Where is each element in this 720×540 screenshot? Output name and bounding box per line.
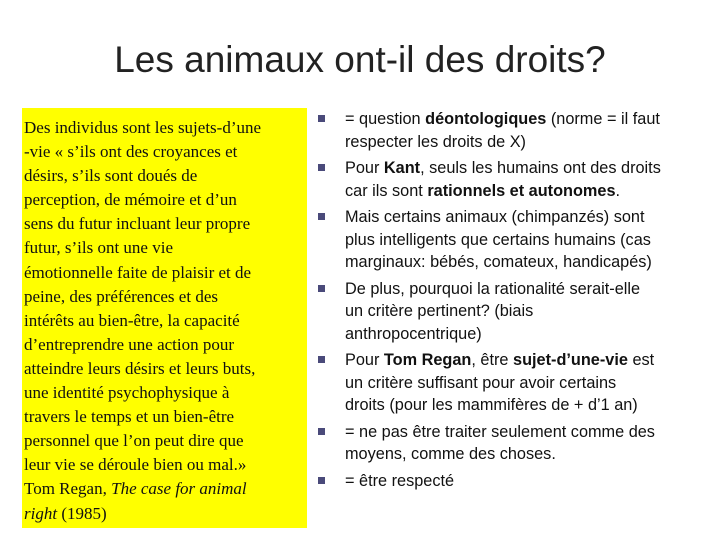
square-bullet-icon bbox=[318, 356, 325, 363]
quote-line: travers le temps et un bien-être bbox=[24, 407, 235, 427]
square-bullet-icon bbox=[318, 285, 325, 292]
square-bullet-icon bbox=[318, 115, 325, 122]
bullet-item bbox=[318, 278, 716, 346]
square-bullet-icon bbox=[318, 213, 325, 220]
bullet-item bbox=[318, 108, 716, 153]
bullet-text: Mais certains animaux (chimpanzés) sont plus intelligents que certains humains (cas marginaux: bébés, comateux, handicapés) bbox=[345, 208, 652, 271]
square-bullet-icon bbox=[318, 477, 325, 484]
quote-year: (1985) bbox=[57, 503, 107, 523]
quote-line: -vie « s’ils ont des croyances et bbox=[24, 142, 238, 162]
quote-line: intérêts au bien-être, la capacité bbox=[24, 310, 240, 330]
quote-author: Tom Regan, bbox=[24, 479, 112, 499]
square-bullet-icon bbox=[318, 164, 325, 171]
bullet-item bbox=[318, 157, 716, 202]
bullet-item bbox=[318, 421, 716, 466]
slide-title: Les animaux ont-il des droits? bbox=[114, 39, 606, 80]
quote-line: désirs, s’ils sont doués de bbox=[24, 166, 198, 186]
bullet-text: = être respecté bbox=[345, 471, 455, 490]
bullet-item bbox=[318, 470, 716, 493]
quote-line: atteindre leurs désirs et leurs buts, bbox=[24, 358, 256, 378]
quote-line: peine, des préférences et des bbox=[24, 286, 218, 306]
bullet-text: = ne pas être traiter seulement comme des moyens, comme des choses. bbox=[345, 422, 655, 463]
regan-quote bbox=[24, 116, 310, 526]
bullet-item bbox=[318, 206, 716, 274]
quote-line: sens du futur incluant leur propre bbox=[24, 214, 251, 234]
square-bullet-icon bbox=[318, 428, 325, 435]
bullet-item bbox=[318, 349, 716, 417]
bullet-list bbox=[318, 108, 716, 496]
bullet-text: = question déontologiques (norme = il faut respecter les droits de X) bbox=[345, 110, 660, 151]
bullet-text: Pour Kant, seuls les humains ont des droits car ils sont rationnels et autonomes. bbox=[345, 159, 661, 200]
quote-line: d’entreprendre une action pour bbox=[24, 334, 235, 354]
bullet-text: De plus, pourquoi la rationalité serait-elle un critère pertinent? (biais anthropocentrique) bbox=[345, 279, 641, 343]
quote-line: futur, s’ils ont une vie bbox=[24, 238, 173, 258]
quote-line: leur vie se déroule bien ou mal.» bbox=[24, 455, 247, 475]
quote-line: Des individus sont les sujets-d’une bbox=[24, 118, 262, 137]
quote-line: émotionnelle faite de plaisir et de bbox=[24, 262, 252, 282]
quote-line: perception, de mémoire et d’un bbox=[24, 190, 237, 210]
bullet-text: Pour Tom Regan, être sujet-d’une-vie est un critère suffisant pour avoir certains droits (pour les mammifères de + d’1 an) bbox=[345, 351, 655, 414]
quote-line: personnel que l’on peut dire que bbox=[24, 431, 244, 451]
book-title: The case for animal bbox=[111, 479, 247, 499]
book-title-end: right bbox=[24, 503, 58, 523]
quote-line: une identité psychophysique à bbox=[24, 383, 230, 403]
